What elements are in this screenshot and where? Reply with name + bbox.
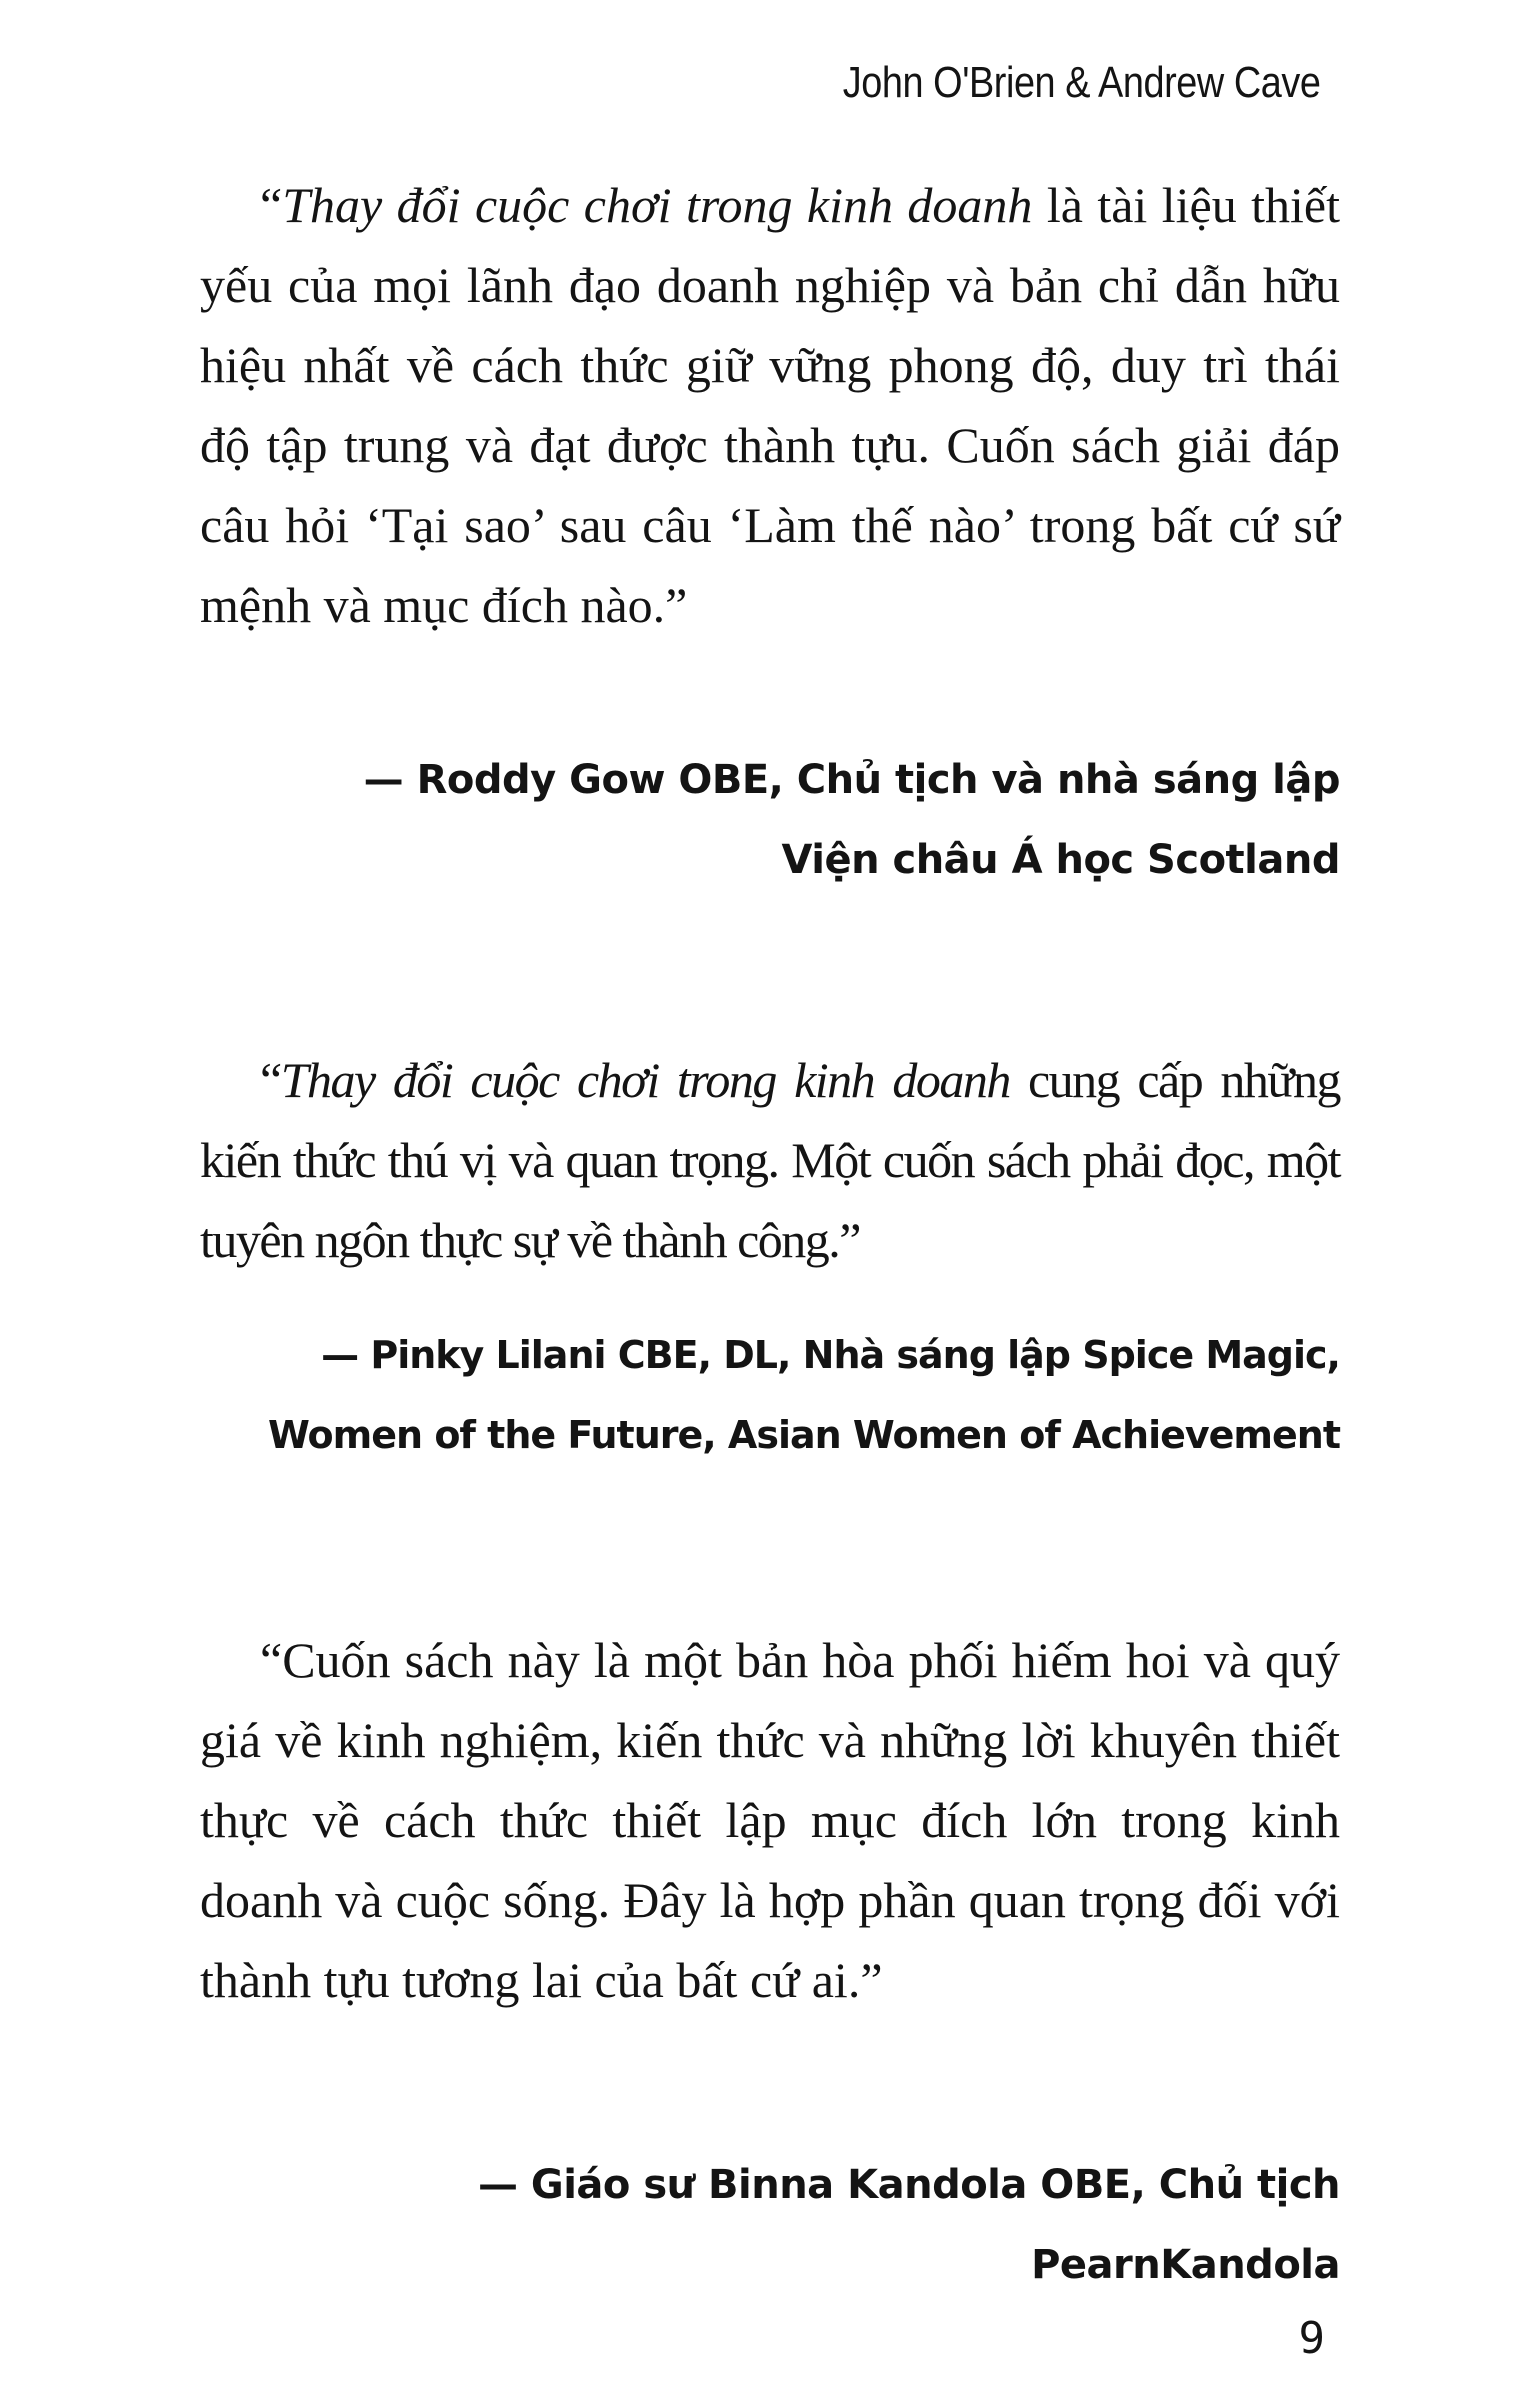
book-title: Thay đổi cuộc chơi trong kinh doanh [280, 1052, 1010, 1108]
testimonial-quote-3 [200, 1620, 1340, 2020]
running-header-authors: John O'Brien & Andrew Cave [842, 58, 1320, 107]
quote-text: cung cấp những kiến thức thú vị và quan trọng. Một cuốn sách phải đọc, một tuyên ngôn thực sự về thành công.” [200, 1052, 1340, 1268]
testimonial-quote-1 [200, 165, 1340, 645]
quote-open-mark: “ [260, 1052, 281, 1108]
testimonial-attribution-2: — Pinky Lilani CBE, DL, Nhà sáng lập Spice Magic, Women of the Future, Asian Women of Achievement [268, 1333, 1340, 1457]
testimonial-quote-2 [200, 1040, 1340, 1280]
book-title: Thay đổi cuộc chơi trong kinh doanh [282, 177, 1033, 233]
testimonial-attribution-3: — Giáo sư Binna Kandola OBE, Chủ tịch PearnKandola [477, 2162, 1340, 2288]
quote-text: “Cuốn sách này là một bản hòa phối hiếm hoi và quý giá về kinh nghiệm, kiến thức và những lời khuyên thiết thực về cách thức thiết lập mục đích lớn trong kinh doanh và cuộc sống. Đây là hợp phần quan trọng đối với thành tựu tương lai của bất cứ ai.” [200, 1632, 1340, 2008]
quote-text: là tài liệu thiết yếu của mọi lãnh đạo doanh nghiệp và bản chỉ dẫn hữu hiệu nhất về cách thức giữ vững phong độ, duy trì thái độ tập trung và đạt được thành tựu. Cuốn sách giải đáp câu hỏi ‘Tại sao’ sau câu ‘Làm thế nào’ trong bất cứ sứ mệnh và mục đích nào.” [200, 177, 1340, 633]
testimonial-attribution-1: — Roddy Gow OBE, Chủ tịch và nhà sáng lập Viện châu Á học Scotland [363, 757, 1340, 883]
page-number: 9 [1298, 2313, 1325, 2364]
quote-open-mark: “ [260, 177, 283, 233]
